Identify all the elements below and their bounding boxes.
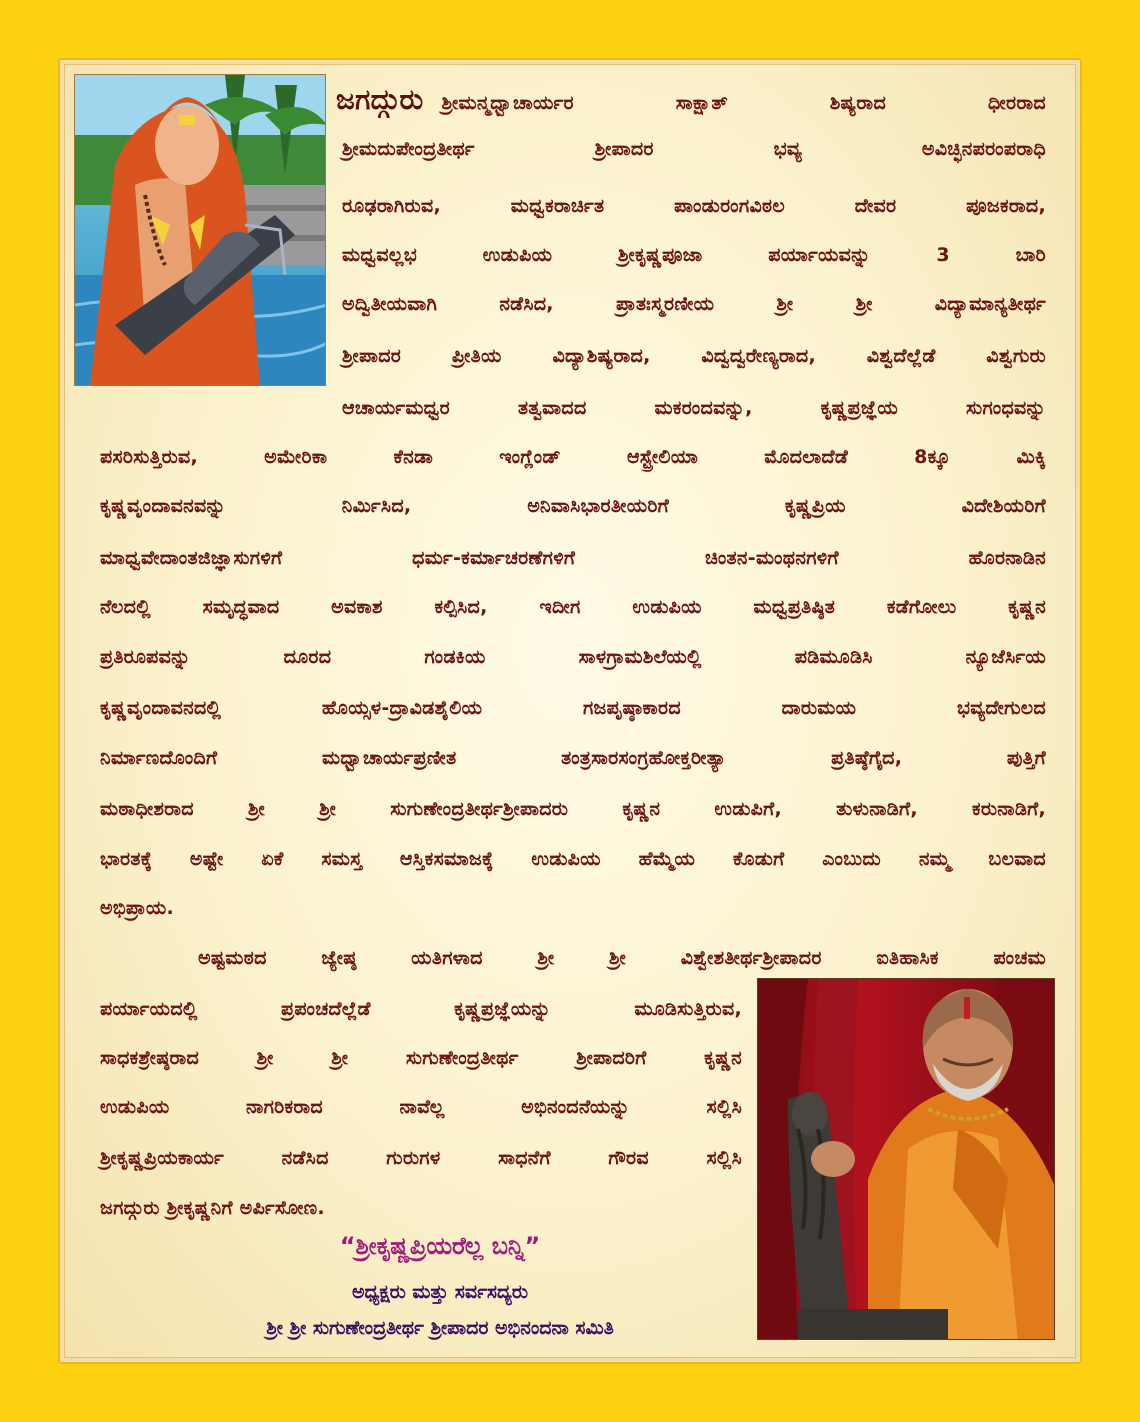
paragraph-1-line-4: ಮಧ್ವವಲ್ಲಭ ಉಡುಪಿಯ ಶ್ರೀಕೃಷ್ಣಪೂಜಾ ಪರ್ಯಾಯವನ್ನು 3 ಬಾರಿ [342,244,1046,266]
paragraph-1-line-3: ರೂಢರಾಗಿರುವ, ಮಧ್ವಕರಾರ್ಚಿತ ಪಾಂಡುರಂಗವಿಠಲ ದೇವರ ಪೂಜಕರಾದ, [342,195,1046,217]
paragraph-1-line-11: ನೆಲದಲ್ಲಿ ಸಮೃದ್ಧವಾದ ಅವಕಾಶ ಕಲ್ಪಿಸಿದ, ಇದೀಗ ಉಡುಪಿಯ ಮಧ್ವಪ್ರತಿಷ್ಠಿತ ಕಡೆಗೋಲು ಕೃಷ್ಣನ [100,596,1046,618]
madhvacharya-illustration-art [75,75,326,386]
paragraph-1-line-16: ಭಾರತಕ್ಕೆ ಅಷ್ಟೇ ಏಕೆ ಸಮಸ್ತ ಆಸ್ತಿಕಸಮಾಜಕ್ಕೆ ಉಡುಪಿಯ ಹೆಮ್ಮೆಯ ಕೊಡುಗೆ ಎಂಬುದು ನಮ್ಮ ಬಲವಾದ [100,848,1046,870]
paragraph-1-line-6: ಶ್ರೀಪಾದರ ಪ್ರೀತಿಯ ವಿದ್ಯಾಶಿಷ್ಯರಾದ, ವಿದ್ವದ್ವರೇಣ್ಯರಾದ, ವಿಶ್ವದೆಲ್ಲೆಡೆ ವಿಶ್ವಗುರು [342,345,1046,367]
lead-word: ಜಗದ್ಗುರು [336,83,424,116]
paragraph-1-line-1: ಶ್ರೀಮನ್ಮಧ್ವಾಚಾರ್ಯರ ಸಾಕ್ಷಾತ್ ಶಿಷ್ಯರಾದ ಧೀರರಾದ [441,92,1046,114]
paragraph-1-line-14: ನಿರ್ಮಾಣದೊಂದಿಗೆ ಮಧ್ವಾಚಾರ್ಯಪ್ರಣೀತ ತಂತ್ರಸಾರಸಂಗ್ರಹೋಕ್ತರೀತ್ಯಾ ಪ್ರತಿಷ್ಠೆಗೈದ, ಪುತ್ತಿಗೆ [100,747,1046,769]
signature-line-2: ಶ್ರೀ ಶ್ರೀ ಸುಗುಣೇಂದ್ರತೀರ್ಥ ಶ್ರೀಪಾದರ ಅಭಿನಂದನಾ ಸಮಿತಿ [266,1317,614,1339]
paragraph-1-line-15: ಮಠಾಧೀಶರಾದ ಶ್ರೀ ಶ್ರೀ ಸುಗುಣೇಂದ್ರತೀರ್ಥಶ್ರೀಪಾದರು ಕೃಷ್ಣನ ಉಡುಪಿಗೆ, ತುಳುನಾಡಿಗೆ, ಕರುನಾಡಿಗೆ, [100,798,1046,820]
paragraph-2-line-5: ಶ್ರೀಕೃಷ್ಣಪ್ರಿಯಕಾರ್ಯ ನಡೆಸಿದ ಗುರುಗಳ ಸಾಧನೆಗೆ ಗೌರವ ಸಲ್ಲಿಸಿ [100,1147,742,1169]
paragraph-1-line-17: ಅಭಿಪ್ರಾಯ. [100,897,175,919]
paragraph-2-line-1: ಅಷ್ಟಮಠದ ಜ್ಯೇಷ್ಠ ಯತಿಗಳಾದ ಶ್ರೀ ಶ್ರೀ ವಿಶ್ವೇಶತೀರ್ಥಶ್ರೀಪಾದರ ಐತಿಹಾಸಿಕ ಪಂಚಮ [198,947,1046,969]
motto: “ಶ್ರೀಕೃಷ್ಣಪ್ರಿಯರೆಲ್ಲ ಬನ್ನಿ” [339,1232,541,1260]
swamiji-photograph [757,978,1055,1340]
paragraph-1-line-5: ಅದ್ವಿತೀಯವಾಗಿ ನಡೆಸಿದ, ಪ್ರಾತಃಸ್ಮರಣೀಯ ಶ್ರೀ ಶ್ರೀ ವಿದ್ಯಾಮಾನ್ಯತೀರ್ಥ [342,293,1046,315]
paragraph-1-line-13: ಕೃಷ್ಣವೃಂದಾವನದಲ್ಲಿ ಹೊಯ್ಸಳ-ದ್ರಾವಿಡಶೈಲಿಯ ಗಜಪೃಷ್ಠಾಕಾರದ ದಾರುಮಯ ಭವ್ಯದೇಗುಲದ [100,697,1046,719]
paragraph-1-line-9: ಕೃಷ್ಣವೃಂದಾವನವನ್ನು ನಿರ್ಮಿಸಿದ, ಅನಿವಾಸಿಭಾರತೀಯರಿಗೆ ಕೃಷ್ಣಪ್ರಿಯ ವಿದೇಶಿಯರಿಗೆ [100,495,1046,517]
paragraph-2-line-6: ಜಗದ್ಗುರು ಶ್ರೀಕೃಷ್ಣನಿಗೆ ಅರ್ಪಿಸೋಣ. [100,1197,325,1219]
signature-line-1: ಅಧ್ಯಕ್ಷರು ಮತ್ತು ಸರ್ವಸದ್ಯರು [351,1281,529,1303]
intro-line [336,84,1046,119]
paragraph-2-line-3: ಸಾಧಕಶ್ರೇಷ್ಠರಾದ ಶ್ರೀ ಶ್ರೀ ಸುಗುಣೇಂದ್ರತೀರ್ಥ ಶ್ರೀಪಾದರಿಗೆ ಕೃಷ್ಣನ [100,1047,742,1069]
paragraph-1-line-7: ಆಚಾರ್ಯಮಧ್ವರ ತತ್ವವಾದದ ಮಕರಂದವನ್ನು, ಕೃಷ್ಣಪ್ರಜ್ಞೆಯ ಸುಗಂಧವನ್ನು [342,397,1046,419]
madhvacharya-illustration [74,74,326,386]
paragraph-1-line-12: ಪ್ರತಿರೂಪವನ್ನು ದೂರದ ಗಂಡಕಿಯ ಸಾಳಗ್ರಾಮಶಿಲೆಯಲ್ಲಿ ಪಡಿಮೂಡಿಸಿ ನ್ಯೂಜೆರ್ಸಿಯ [100,646,1046,668]
paragraph-1-line-2: ಶ್ರೀಮದುಪೇಂದ್ರತೀರ್ಥ ಶ್ರೀಪಾದರ ಭವ್ಯ ಅವಿಚ್ಛಿನಪರಂಪರಾಧಿ [342,138,1046,160]
paragraph-2-line-2: ಪರ್ಯಾಯದಲ್ಲಿ ಪ್ರಪಂಚದೆಲ್ಲೆಡೆ ಕೃಷ್ಣಪ್ರಜ್ಞೆಯನ್ನು ಮೂಡಿಸುತ್ತಿರುವ, [100,998,742,1020]
paragraph-2-line-4: ಉಡುಪಿಯ ನಾಗರಿಕರಾದ ನಾವೆಲ್ಲ ಅಭಿನಂದನೆಯನ್ನು ಸಲ್ಲಿಸಿ [100,1096,742,1118]
swamiji-photograph-art [758,979,1055,1340]
paragraph-1-line-8: ಪಸರಿಸುತ್ತಿರುವ, ಅಮೇರಿಕಾ ಕೆನಡಾ ಇಂಗ್ಲೆಂಡ್ ಆಸ್ಟ್ರೇಲಿಯಾ ಮೊದಲಾದೆಡೆ 8ಕ್ಕೂ ಮಿಕ್ಕಿ [100,446,1046,468]
paragraph-1-line-10: ಮಾಧ್ವವೇದಾಂತಜಿಜ್ಞಾಸುಗಳಿಗೆ ಧರ್ಮ-ಕರ್ಮಾಚರಣೆಗಳಿಗೆ ಚಿಂತನ-ಮಂಥನಗಳಿಗೆ ಹೊರನಾಡಿನ [100,547,1046,569]
